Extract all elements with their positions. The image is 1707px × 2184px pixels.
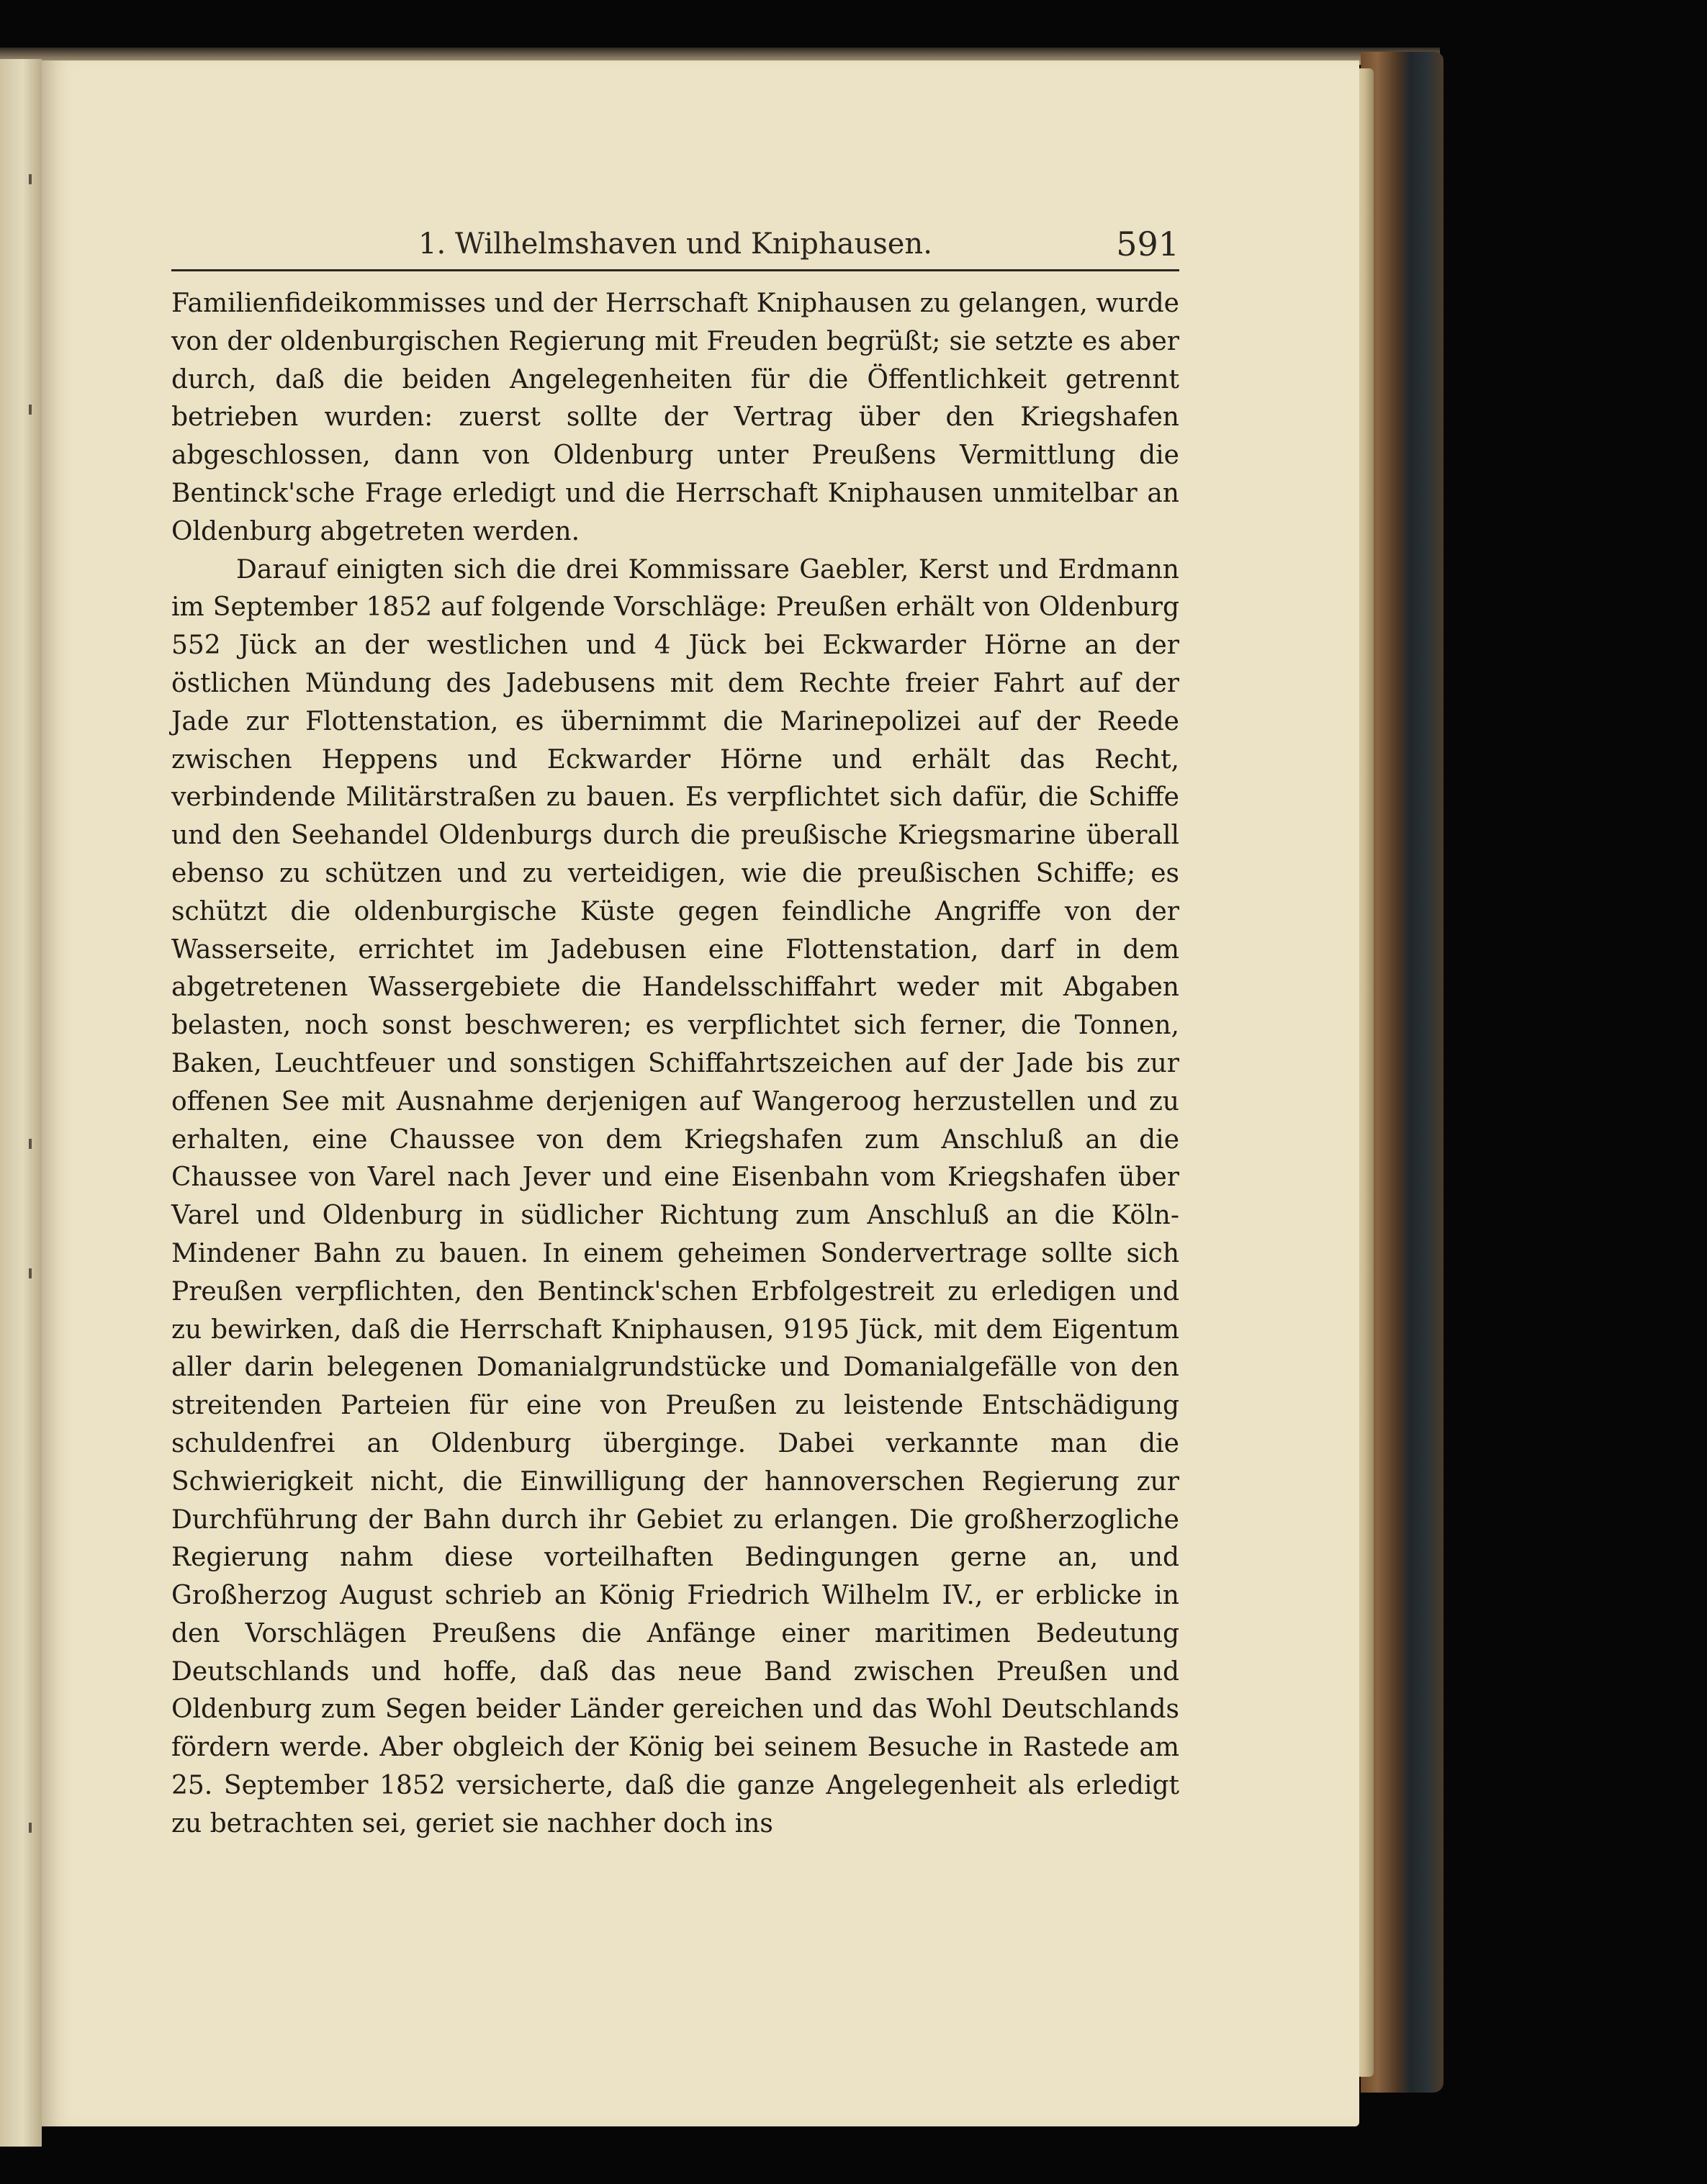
body-text	[171, 285, 1179, 1844]
book-page	[42, 60, 1359, 2126]
running-header-title: 1. Wilhelmshaven und Kniphausen.	[418, 227, 932, 261]
running-header	[171, 212, 1179, 271]
binding-stitch	[29, 174, 32, 184]
binding-stitch	[29, 1823, 32, 1833]
binding-stitch	[29, 1139, 32, 1149]
binding-stitch	[29, 405, 32, 415]
page-number: 591	[1116, 225, 1179, 263]
left-page-edge	[0, 59, 42, 2147]
binding-stitch	[29, 1268, 32, 1278]
paragraph: Darauf einigten sich die drei Kommissare Gaebler, Kerst und Erdmann im September 1852 auf folgende Vorschläge: Preußen erhält von Oldenburg 552 Jück an der westlichen und 4 Jück bei Eckwarder Hörne an der östlichen Mündung des Jadebusens mit dem Rechte freier Fahrt auf der Jade zur Flottenstation, es übernimmt die Marinepolizei auf der Reede zwischen Heppens und Eckwarder Hörne und erhält das Recht, verbindende Militärstraßen zu bauen. Es verpflichtet sich dafür, die Schiffe und den Seehandel Oldenburgs durch die preußische Kriegsmarine überall ebenso zu schützen und zu verteidigen, wie die preußischen Schiffe; es schützt die oldenburgische Küste gegen feindliche Angriffe von der Wasserseite, errichtet im Jadebusen eine Flottenstation, darf in dem abgetretenen Wassergebiete die Handelsschiffahrt weder mit Abgaben belasten, noch sonst beschweren; es verpflichtet sich ferner, die Tonnen, Baken, Leuchtfeuer und sonstigen Schiffahrtszeichen auf der Jade bis zur offenen See mit Ausnahme derjenigen auf Wangeroog herzustellen und zu erhalten, eine Chaussee von dem Kriegshafen zum Anschluß an die Chaussee von Varel nach Jever und eine Eisenbahn vom Kriegshafen über Varel und Oldenburg in südlicher Richtung zum Anschluß an die Köln-Mindener Bahn zu bauen. In einem geheimen Sondervertrage sollte sich Preußen verpflichten, den Bentinck'schen Erbfolgestreit zu erledigen und zu bewirken, daß die Herrschaft Kniphausen, 9195 Jück, mit dem Eigentum aller darin belegenen Domanialgrundstücke und Domanialgefälle von den streitenden Parteien für eine von Preußen zu leistende Entschädigung schuldenfrei an Oldenburg überginge. Dabei verkannte man die Schwierigkeit nicht, die Einwilligung der hannoverschen Regierung zur Durchführung der Bahn durch ihr Gebiet zu erlangen. Die großherzogliche Regierung nahm diese vorteilhaften Bedingungen gerne an, und Großherzog August schrieb an König Friedrich Wilhelm IV., er erblicke in den Vorschlägen Preußens die Anfänge einer maritimen Bedeutung Deutschlands und hoffe, daß das neue Band zwischen Preußen und Oldenburg zum Segen beider Länder gereichen und das Wohl Deutschlands fördern werde. Aber obgleich der König bei seinem Besuche in Rastede am 25. September 1852 versicherte, daß die ganze Angelegenheit als erledigt zu betrachten sei, geriet sie nachher doch ins	[171, 554, 1179, 1838]
paragraph: Familienfideikommisses und der Herrschaft Kniphausen zu gelangen, wurde von der oldenburgischen Regierung mit Freuden begrüßt; sie setzte es aber durch, daß die beiden Angelegenheiten für die Öffentlichkeit getrennt betrieben wurden: zuerst sollte der Vertrag über den Kriegshafen abgeschlossen, dann von Oldenburg unter Preußens Vermittlung die Bentinck'sche Frage erledigt und die Herrschaft Kniphausen unmitelbar an Oldenburg abgetreten werden.	[171, 289, 1179, 546]
